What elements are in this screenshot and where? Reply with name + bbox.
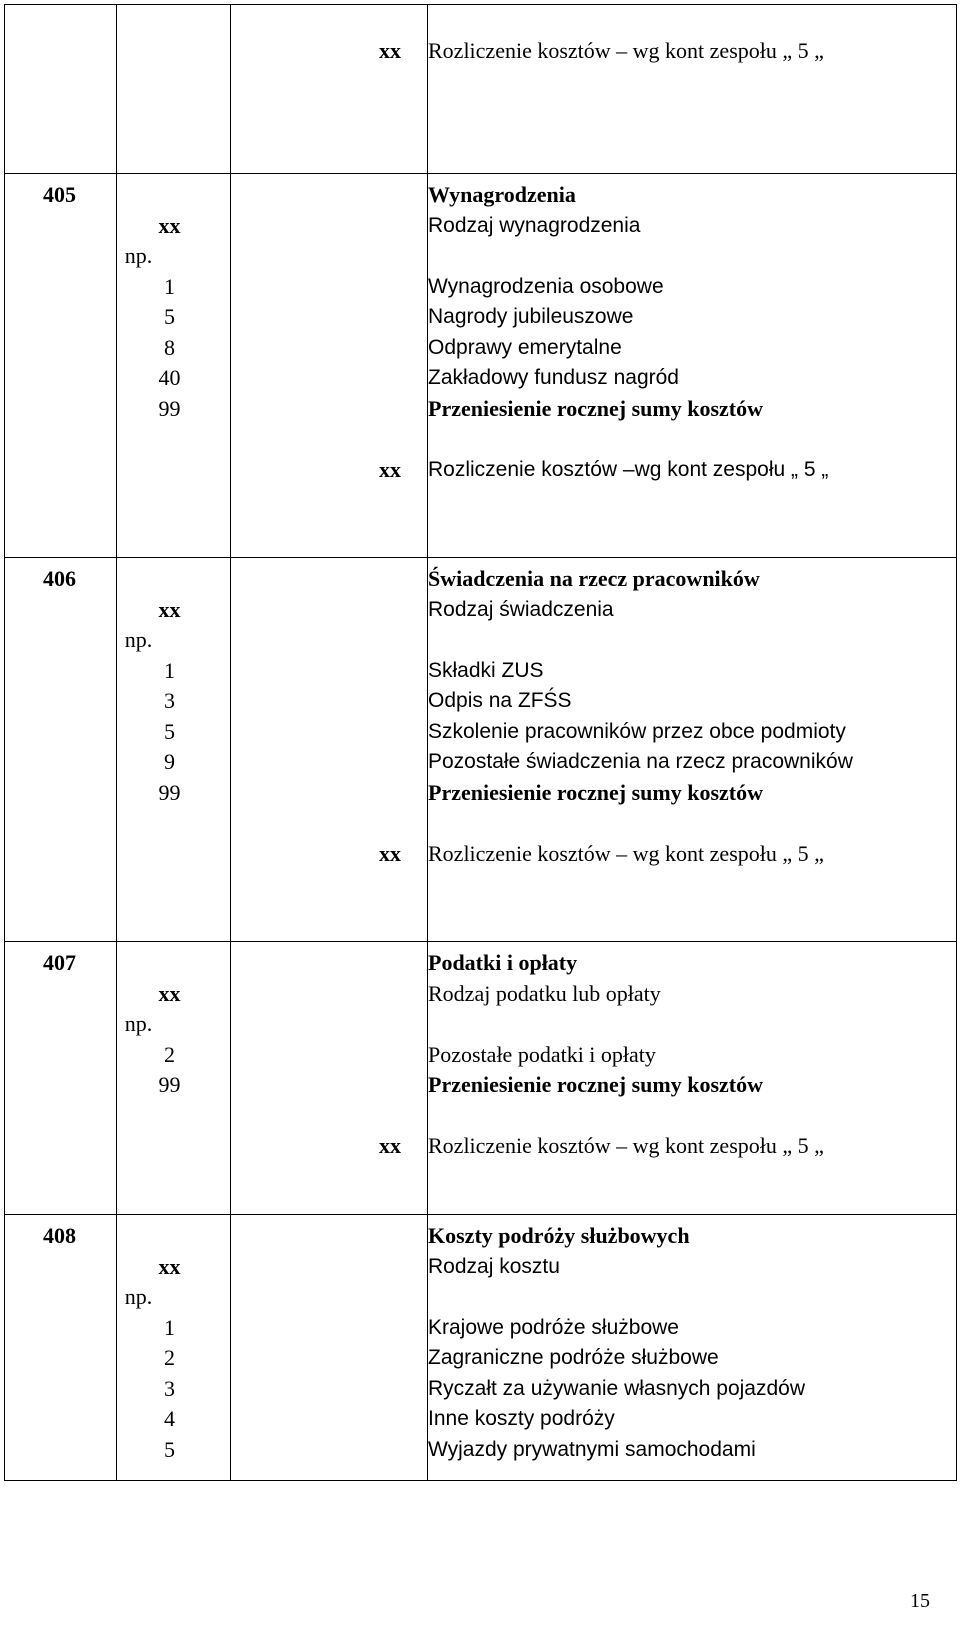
subacct-code: 99	[158, 1072, 181, 1097]
desc-line: Rodzaj podatku lub opłaty	[428, 980, 661, 1006]
subacct-code: 99	[158, 779, 181, 805]
subacct-cell	[117, 5, 231, 174]
subacct-cell	[117, 942, 231, 1215]
desc-line: Rodzaj wynagrodzenia	[428, 213, 641, 237]
section-row	[5, 5, 957, 174]
desc-cell	[428, 558, 957, 942]
acct-cell	[5, 5, 117, 174]
np-label: np.	[124, 243, 153, 268]
desc-line: Rodzaj kosztu	[428, 1254, 560, 1278]
subacct-code: 9	[164, 749, 175, 774]
settlement-label: Rozliczenie kosztów – wg kont zespołu „ 5 „	[428, 840, 824, 866]
section-title: Wynagrodzenia	[428, 182, 576, 207]
xx-cell	[231, 558, 428, 942]
settlement-label: Rozliczenie kosztów – wg kont zespołu „ 5 „	[428, 37, 824, 63]
desc-line: Szkolenie pracowników przez obce podmioty	[428, 719, 846, 743]
desc-line: Odpis na ZFŚS	[428, 689, 572, 712]
section-title: Świadczenia na rzecz pracowników	[428, 566, 760, 591]
desc-line: Pozostałe podatki i opłaty	[428, 1041, 656, 1067]
subacct-code: 5	[164, 718, 175, 744]
subacct-code: xx	[158, 596, 181, 622]
desc-line	[428, 625, 956, 656]
desc-line: Przeniesienie rocznej sumy kosztów	[428, 779, 764, 805]
page-number: 15	[910, 1590, 930, 1612]
desc-line: Pozostałe świadczenia na rzecz pracowników	[428, 750, 853, 773]
section-title: Koszty podróży służbowych	[428, 1223, 690, 1248]
subacct-code: 1	[164, 657, 175, 683]
subacct-code: 40	[158, 365, 181, 390]
subacct-code: 1	[164, 1314, 175, 1340]
subacct-cell	[117, 174, 231, 558]
acct-cell	[5, 1215, 117, 1481]
desc-line	[428, 1009, 956, 1040]
subacct-code: 8	[164, 334, 175, 360]
desc-line: Krajowe podróże służbowe	[428, 1315, 679, 1339]
np-label: np.	[124, 1011, 153, 1036]
desc-line: Nagrody jubileuszowe	[428, 305, 634, 328]
subacct-code: 5	[164, 304, 175, 329]
acct-number: 408	[43, 1223, 76, 1248]
desc-line: Wynagrodzenia osobowe	[428, 274, 664, 298]
desc-cell	[428, 174, 957, 558]
desc-line	[428, 241, 956, 272]
xx-cell	[231, 5, 428, 174]
subacct-code: xx	[158, 980, 181, 1006]
desc-line	[428, 1282, 956, 1313]
desc-line: Przeniesienie rocznej sumy kosztów	[428, 1072, 764, 1097]
section-row	[5, 1215, 957, 1481]
desc-line: Przeniesienie rocznej sumy kosztów	[428, 395, 764, 421]
acct-number: 407	[43, 950, 76, 975]
desc-cell	[428, 942, 957, 1215]
xx-cell	[231, 1215, 428, 1481]
sub-xx: xx	[379, 1133, 401, 1158]
desc-line: Składki ZUS	[428, 658, 544, 682]
subacct-code: 3	[164, 688, 175, 713]
desc-line: Zagraniczne podróże służbowe	[428, 1346, 719, 1369]
subacct-code: 5	[164, 1436, 175, 1462]
subacct-code: xx	[158, 1253, 181, 1279]
section-row	[5, 942, 957, 1215]
desc-line: Odprawy emerytalne	[428, 335, 622, 359]
settlement-label: Rozliczenie kosztów – wg kont zespołu „ 5 „	[428, 1133, 824, 1158]
desc-line: Wyjazdy prywatnymi samochodami	[428, 1437, 756, 1461]
sub-xx: xx	[379, 456, 401, 482]
np-label: np.	[124, 1284, 153, 1309]
acct-cell	[5, 174, 117, 558]
desc-line: Rodzaj świadczenia	[428, 597, 614, 621]
desc-line: Zakładowy fundusz nagród	[428, 366, 679, 389]
subacct-code: 4	[164, 1406, 175, 1431]
subacct-code: 99	[158, 395, 181, 421]
acct-number: 406	[43, 566, 76, 591]
desc-cell	[428, 5, 957, 174]
sub-xx: xx	[379, 840, 401, 866]
acct-cell	[5, 942, 117, 1215]
xx-cell	[231, 174, 428, 558]
accounts-table	[4, 4, 957, 1481]
subacct-cell	[117, 558, 231, 942]
subacct-code: 2	[164, 1345, 175, 1370]
sub-xx: xx	[379, 37, 401, 63]
acct-cell	[5, 558, 117, 942]
np-label: np.	[124, 627, 153, 652]
desc-line: Ryczałt za używanie własnych pojazdów	[428, 1376, 806, 1400]
desc-line: Inne koszty podróży	[428, 1407, 615, 1430]
subacct-cell	[117, 1215, 231, 1481]
section-row	[5, 174, 957, 558]
xx-cell	[231, 942, 428, 1215]
section-row	[5, 558, 957, 942]
settlement-label: Rozliczenie kosztów –wg kont zespołu „ 5 „	[428, 457, 829, 481]
desc-cell	[428, 1215, 957, 1481]
subacct-code: 2	[164, 1041, 175, 1067]
subacct-code: 1	[164, 273, 175, 299]
subacct-code: 3	[164, 1375, 175, 1401]
section-title: Podatki i opłaty	[428, 950, 578, 975]
acct-number: 405	[43, 182, 76, 207]
subacct-code: xx	[158, 212, 181, 238]
